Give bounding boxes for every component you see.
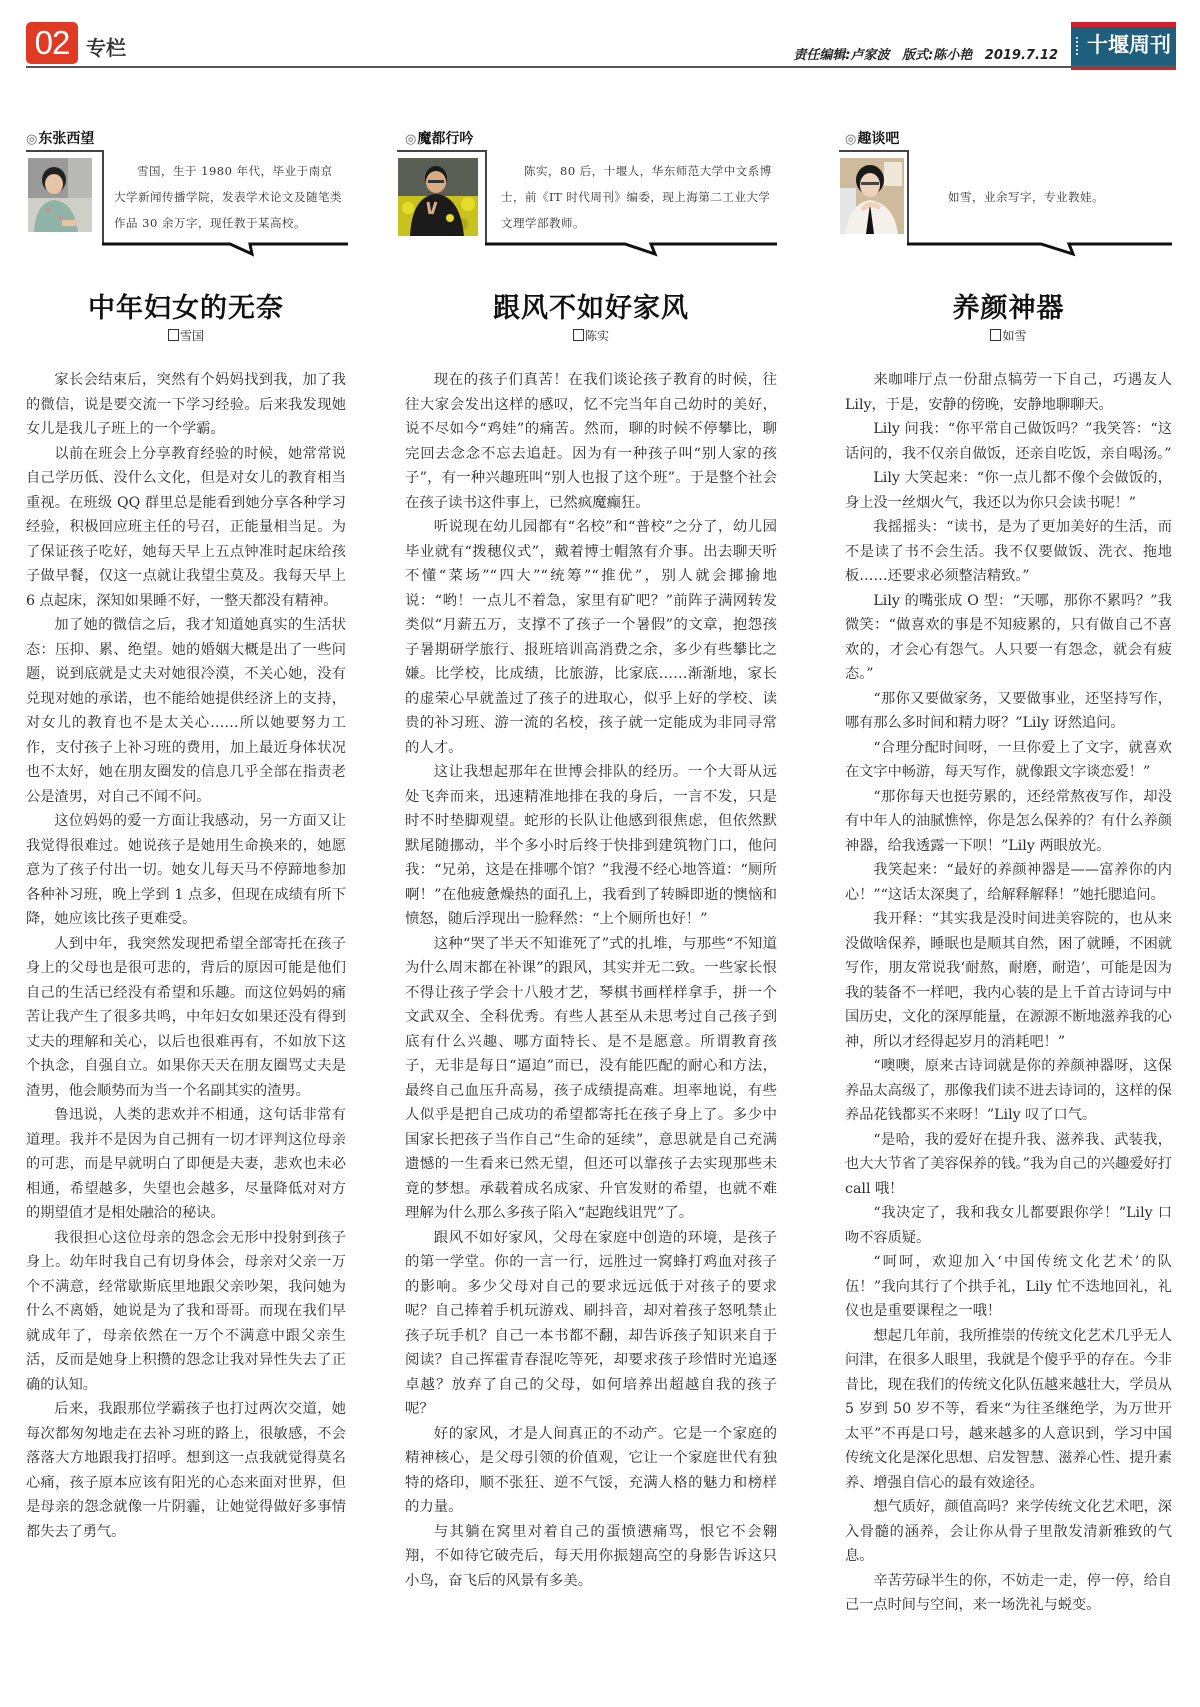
column-name-text: 趣谈吧 — [857, 131, 900, 147]
masthead-logo — [1071, 22, 1176, 70]
credits — [785, 44, 1058, 63]
column-heading — [405, 130, 777, 148]
author-name: 雪国 — [179, 329, 204, 343]
paragraph: 辛苦劳碌半生的你，不妨走一走，停一停，给自己一点时间与空间，来一场洗礼与蜕变。 — [845, 1572, 1172, 1613]
paragraph: “呵呵，欢迎加入‘中国传统文化艺术’的队伍！”我向其行了个拱手礼，Lily 忙不迭地回礼，礼仪也是重要课程之一哦！ — [845, 1254, 1172, 1319]
section-name: 专栏 — [86, 36, 126, 60]
paragraph: Lily 的嘴张成 O 型：“天哪，那你不累吗？”我微笑：“做喜欢的事是不知疲累的，只有做自己不喜欢的，才会心有怨气。人只要一有怨念，就会有疲态。” — [845, 592, 1172, 682]
paragraph: 我开释：“其实我是没时间进美容院的，也从来没做啥保养，睡眠也是顺其自然，困了就睡，不困就写作，朋友常说我‘耐熬，耐磨，耐造’，可能是因为我的装备不一样吧，我内心装的是上千首古诗词与中国历史，文化的深厚能量，在源源不断地滋养我的心神，所以才经得起岁月的消耗吧！” — [845, 911, 1172, 1050]
paragraph: Lily 问我：“你平常自己做饭吗？”我笑答：“这话问的，我不仅亲自做饭，还亲自吃饭，亲自喝汤。” — [845, 421, 1172, 462]
issue-date: 2019.7.12 — [984, 48, 1058, 63]
paragraph: Lily 大笑起来：“你一点儿都不像个会做饭的，身上没一丝烟火气，我还以为你只会读书呢！” — [845, 470, 1172, 511]
header-rule — [26, 66, 1176, 68]
paragraph: “那你又要做家务，又要做事业，还坚持写作，哪有那么多时间和精力呀？”Lily 讶然追问。 — [845, 690, 1172, 731]
bullseye-icon: ◎ — [405, 132, 417, 147]
paragraph: 家长会结束后，突然有个妈妈找到我，加了我的微信，说是要交流一下学习经验。后来我发现她女儿是我儿子班上的一个学霸。 — [26, 372, 346, 437]
author-photo — [28, 158, 92, 232]
paragraph: 好的家风，才是人间真正的不动产。它是一个家庭的精神核心，是父母引领的价值观，它让一个家庭世代有独特的烙印，顺不张狂、逆不气馁，充满人格的魅力和榜样的力量。 — [405, 1425, 777, 1515]
column-name-text: 魔都行吟 — [417, 131, 474, 147]
author-photo — [398, 158, 478, 236]
paragraph: 听说现在幼儿园都有“名校”和“普校”之分了，幼儿园毕业就有“拨穗仪式”，戴着博士帽煞有介事。出去聊天听不懂“菜场”“四大”“统筹”“推优”，别人就会揶揄地说：“哟！一点儿不着急，家里有矿吧？”前阵子满网转发类似“月薪五万，支撑不了孩子一个暑假”的文章，抱怨孩子暑期研学旅行、报班培训高消费之余，多少有些攀比之嫌。比学校，比成绩，比旅游，比家底……渐渐地，家长的虚荣心早就盖过了孩子的进取心，似乎上好的学校、读贵的补习班、游一流的名校，孩子就一定能成为非同寻常的人才。 — [405, 519, 777, 756]
article-title: 养颜神器 — [952, 293, 1065, 324]
paragraph: 加了她的微信之后，我才知道她真实的生活状态：压抑、累、绝望。她的婚姻大概是出了一些问题，说到底就是丈夫对她很冷漠，不关心她，没有兑现对她的承诺，也不能给她提供经济上的支持，对女儿的教育也不是太关心……所以她要努力工作，支付孩子上补习班的费用，加上最近身体状况也不太好，她在朋友圈发的信息几乎全部在指责老公是渣男，对自己不闻不问。 — [26, 617, 346, 805]
page-number-badge: 02 — [26, 22, 78, 64]
column-modouxingyin — [405, 130, 777, 1593]
paragraph: 鲁迅说，人类的悲欢并不相通，这句话非常有道理。我并不是因为自己拥有一切才评判这位母亲的可悲，而是早就明白了即便是夫妻，悲欢也未必相通，希望越多，失望也会越多，尽量降低对对方的期望值才是相处融洽的秘诀。 — [26, 1107, 346, 1221]
paragraph: 以前在班会上分享教育经验的时候，她常常说自己学历低、没什么文化，但是对女儿的教育相当重视。在班级 QQ 群里总是能看到她分享各种学习经验，积极回应班主任的号召，正能量相当足。为了保证孩子吃好，她每天早上五点钟准时起床给孩子做早餐，仅这一点就让我望尘莫及。我每天早上 6 点起床，深知如果睡不好，一整天都没有精神。 — [26, 445, 346, 609]
paragraph: 现在的孩子们真苦！在我们谈论孩子教育的时候，往往大家会发出这样的感叹，忆不完当年自己幼时的美好，说不尽如今“鸡娃”的痛苦。然而，聊的时候不停攀比，聊完回去念念不忘去追赶。因为有一种孩子叫“别人家的孩子”，有一种兴趣班叫“别人也报了这个班”。于是整个社会在孩子读书这件事上，已然疯魔癫狂。 — [405, 372, 777, 511]
column-heading — [845, 130, 1172, 148]
column-qutanba — [845, 130, 1172, 1618]
paragraph: 与其躺在窝里对着自己的蛋愤懑痛骂，恨它不会翱翔，不如待它破壳后，每天用你振翅高空的身影告诉这只小鸟，奋飞后的风景有多美。 — [405, 1523, 777, 1589]
logo-text: 十堰周刊 — [1087, 32, 1171, 57]
paragraph: 我很担心这位母亲的怨念会无形中投射到孩子身上。幼年时我自己有切身体会，母亲对父亲一万个不满意，经常歇斯底里地跟父亲吵架，我问她为什么不离婚，她说是为了我和哥哥。而现在我们早就成年了，母亲依然在一万个不满意中跟父亲生活，反而是她身上积攒的怨念让我对异性失去了正确的认知。 — [26, 1229, 346, 1393]
column-heading — [26, 130, 346, 148]
author-bio-box — [26, 150, 346, 268]
column-dongzhangxiwang — [26, 130, 346, 1544]
page-header — [26, 22, 1176, 68]
paragraph: 我笑起来：“最好的养颜神器是——富养你的内心！”“这话太深奥了，给解释解释！”她托腮追问。 — [845, 862, 1172, 903]
byline-box-icon — [573, 329, 584, 341]
article-byline — [26, 327, 346, 344]
paragraph: “合理分配时间呀，一旦你爱上了文字，就喜欢在文字中畅游，每天写作，就像跟文字谈恋爱！” — [845, 739, 1172, 780]
author-bio: 雪国，生于 1980 年代，毕业于南京大学新闻传播学院，发表学术论文及随笔类作品 30 余万字，现任教于某高校。 — [114, 164, 342, 230]
paragraph: 人到中年，我突然发现把希望全部寄托在孩子身上的父母也是很可悲的，背后的原因可能是他们自己的生活已经没有希望和乐趣。而这位妈妈的痛苦让我产生了很多共鸣，中年妇女如果还没有得到丈夫的理解和关心，以后也很难再有，不如放下这个执念，自强自立。如果你天天在朋友圈骂丈夫是渣男，他会顺势而为当一个名副其实的渣男。 — [26, 935, 346, 1099]
author-bio: 如雪，业余写字，专业教娃。 — [948, 190, 1104, 204]
paragraph: 想气质好，颜值高吗？来学传统文化艺术吧，深入骨髓的涵养，会让你从骨子里散发清新雅致的气息。 — [845, 1499, 1172, 1564]
byline-box-icon — [168, 329, 179, 341]
paragraph: 这种“哭了半天不知谁死了”式的扎堆，与那些“不知道为什么周末都在补课”的跟风，其实并无二致。一些家长恨不得让孩子学会十八般才艺，琴棋书画样样拿手，拼一个文武双全、全科优秀。有些人甚至从未思考过自己孩子到底有什么兴趣、哪方面特长、是不是愿意。所谓教育孩子，无非是每日“逼迫”而已，没有能匹配的耐心和方法，最终自己血压升高易，孩子成绩提高难。坦率地说，有些人似乎是把自己成功的希望都寄托在孩子身上了。多少中国家长把孩子当作自己“生命的延续”，意思就是自己充满遗憾的一生看来已然无望，但还可以靠孩子去实现那些未竟的梦想。承载着成名成家、升官发财的希望，也就不难理解为什么那么多孩子陷入“起跑线诅咒”了。 — [405, 935, 777, 1221]
paragraph: “那你每天也挺劳累的，还经常熬夜写作，却没有中年人的油腻憔悴，你是怎么保养的？有什么养颜神器，给我透露一下呗！”Lily 两眼放光。 — [845, 788, 1172, 854]
paragraph: 跟风不如好家风，父母在家庭中创造的环境，是孩子的第一学堂。你的一言一行，远胜过一窝蜂打鸡血对孩子的影响。多少父母对自己的要求远远低于对孩子的要求呢？自己捧着手机玩游戏、刷抖音，却对着孩子怒吼禁止孩子玩手机？自己一本书都不翻，却告诉孩子知识来自于阅读？自己挥霍青春混吃等死，却要求孩子珍惜时光追逐卓越？放弃了自己的父母，如何培养出超越自我的孩子呢？ — [405, 1229, 777, 1417]
paragraph: “噢噢，原来古诗词就是你的养颜神器呀，这保养品太高级了，那像我们读不进去诗词的，这样的保养品花钱都买不来呀！”Lily 叹了口气。 — [845, 1058, 1172, 1123]
author-photo — [840, 158, 904, 234]
article-title: 中年妇女的无奈 — [88, 293, 284, 324]
column-name-text: 东张西望 — [38, 131, 95, 147]
paragraph: 来咖啡厅点一份甜点犒劳一下自己，巧遇友人 Lily，于是，安静的傍晚，安静地聊聊天。 — [845, 372, 1172, 413]
paragraph: “是哈，我的爱好在提升我、滋养我、武装我，也大大节省了美容保养的钱。”我为自己的兴趣爱好打 call 哦！ — [845, 1131, 1172, 1197]
author-bio-box — [405, 150, 777, 268]
article-body — [405, 368, 777, 1593]
layout-credit: 版式:陈小艳 — [902, 48, 973, 63]
editor-credit: 责任编辑:卢家波 — [793, 48, 890, 63]
paragraph: 我摇摇头：“读书，是为了更加美好的生活，而不是读了书不会生活。我不仅要做饭、洗衣、拖地板……还要求必须整洁精致。” — [845, 519, 1172, 584]
bullseye-icon: ◎ — [845, 132, 857, 147]
logo-ornament — [1076, 37, 1082, 55]
bullseye-icon: ◎ — [26, 132, 38, 147]
article-body — [26, 368, 346, 1544]
article-title: 跟风不如好家风 — [493, 293, 689, 324]
author-bio: 陈实，80 后，十堰人，华东师范大学中文系博士，前《IT 时代周刊》编委，现上海第二工业大学文理学部教师。 — [501, 164, 772, 230]
paragraph: 后来，我跟那位学霸孩子也打过两次交道，她每次都匆匆地走在去补习班的路上，很敏感，不会落落大方地跟我打招呼。想到这一点我就觉得莫名心痛，孩子原本应该有阳光的心态来面对世界，但是母亲的怨念就像一片阴霾，让她觉得做好多事情都失去了勇气。 — [26, 1401, 346, 1540]
author-name: 陈实 — [584, 329, 609, 343]
author-bio-box — [845, 150, 1172, 268]
author-name: 如雪 — [1002, 329, 1027, 343]
article-byline — [845, 327, 1172, 344]
byline-box-icon — [990, 329, 1001, 341]
paragraph: “我决定了，我和我女儿都要跟你学！”Lily 口吻不容质疑。 — [845, 1205, 1172, 1246]
article-body — [845, 368, 1172, 1618]
paragraph: 想起几年前，我所推崇的传统文化艺术几乎无人问津，在很多人眼里，我就是个傻乎乎的存在。今非昔比，现在我们的传统文化队伍越来越壮大，学员从 5 岁到 50 岁不等，看来“为往圣继绝学，为万世开太平”不再是口号，越来越多的人意识到，学习中国传统文化是深化思想、启发智慧、滋养心性、提升素养、增强自信心的最有效途径。 — [845, 1327, 1172, 1491]
paragraph: 这位妈妈的爱一方面让我感动，另一方面又让我觉得很难过。她说孩子是她用生命换来的，她愿意为了孩子付出一切。她女儿每天马不停蹄地参加各种补习班，晚上学到 1 点多，但现在成绩有所下降，她应该比孩子更难受。 — [26, 813, 346, 927]
paragraph: 这让我想起那年在世博会排队的经历。一个大哥从远处飞奔而来，迅速精准地排在我的身后，一言不发，只是时不时垫脚观望。蛇形的长队让他感到很焦虑，但依然默默尾随挪动，半个多小时后终于快排到建筑物门口，他问我：“兄弟，这是在排哪个馆？”我漫不经心地答道：“厕所啊！”在他疲惫燥热的面孔上，我看到了转瞬即逝的懊恼和愤怒，随后浮现出一脸释然：“上个厕所也好！” — [405, 764, 777, 927]
article-byline — [405, 327, 777, 344]
